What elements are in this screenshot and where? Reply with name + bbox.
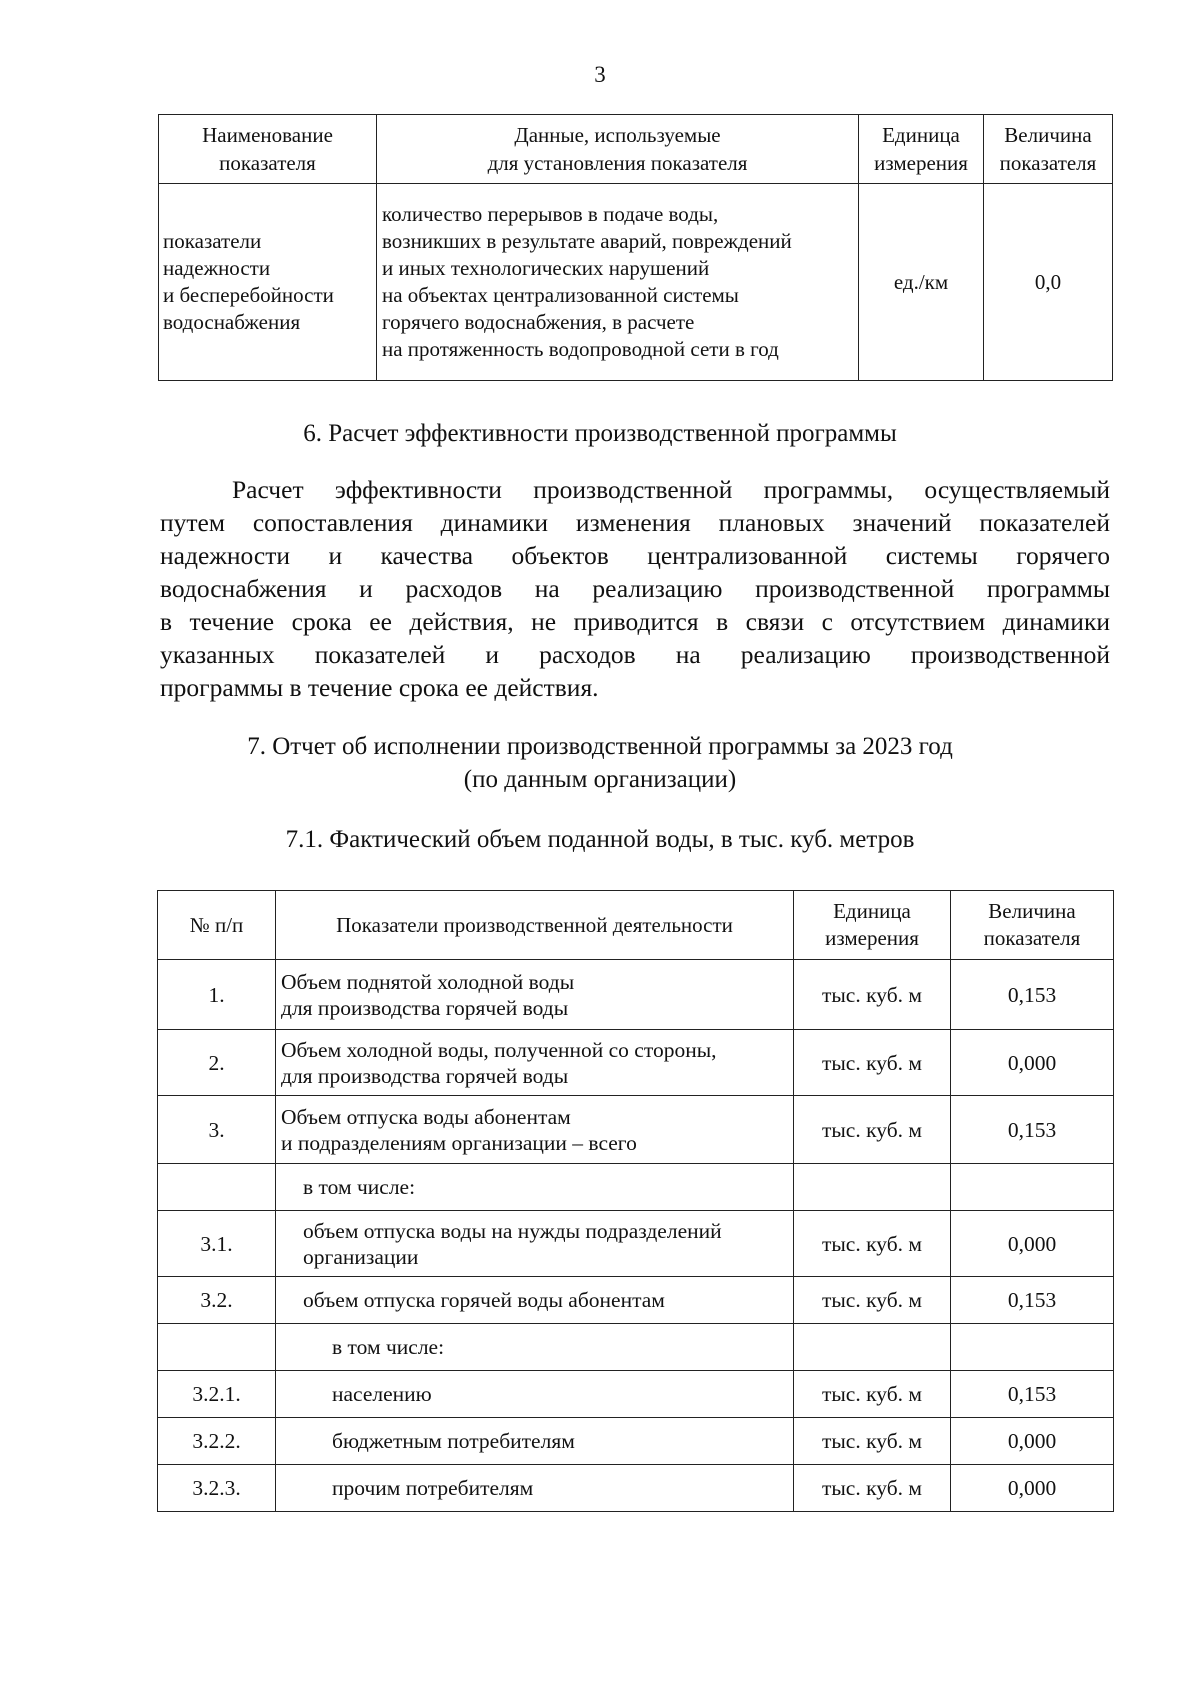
cell-text: 3.2.3.	[192, 1476, 241, 1500]
header-label: Величина показателя	[999, 123, 1097, 175]
section-6-paragraph	[160, 473, 1110, 704]
header-value	[984, 115, 1113, 184]
row-number-cell	[158, 1465, 276, 1512]
row-number-cell	[158, 1418, 276, 1465]
cell-text: населению	[332, 1382, 432, 1406]
cell-text: 2.	[208, 1050, 225, 1075]
cell-text: тыс. куб. м	[821, 1382, 923, 1406]
header-data-used	[377, 115, 859, 184]
header-label: Показатели производственной деятельности	[336, 912, 733, 937]
cell-text: тыс. куб. м	[821, 1050, 923, 1075]
paragraph-line: программы в течение срока ее действия.	[160, 673, 599, 702]
indicator-cell	[276, 1324, 794, 1371]
cell-text: тыс. куб. м	[821, 1476, 923, 1500]
cell-text: тыс. куб. м	[821, 1288, 923, 1312]
cell-text: Объем поднятой холодной воды для производства горячей воды	[281, 969, 575, 1020]
cell-text: прочим потребителям	[332, 1476, 534, 1500]
unit-cell	[794, 1371, 951, 1418]
table-row	[158, 1465, 1114, 1512]
header-label: Единица измерения	[825, 899, 919, 950]
value-cell	[951, 1371, 1114, 1418]
value-cell	[951, 1277, 1114, 1324]
header-indicator	[276, 891, 794, 960]
cell-text: объем отпуска горячей воды абонентам	[303, 1288, 665, 1312]
header-label: Наименование показателя	[202, 123, 333, 175]
section-7-1-title: 7.1. Фактический объем поданной воды, в тыс. куб. метров	[285, 826, 915, 853]
cell-text: тыс. куб. м	[821, 1231, 923, 1256]
indicator-cell	[276, 1371, 794, 1418]
water-volume-table	[157, 890, 1114, 1512]
indicator-data-cell	[377, 184, 859, 381]
paragraph-line: водоснабжения и расходов на реализацию производственной программы	[160, 574, 1110, 603]
unit-cell	[794, 960, 951, 1030]
row-number-cell	[158, 1371, 276, 1418]
table-row	[158, 1030, 1114, 1096]
header-label: № п/п	[189, 912, 244, 937]
section-7-title-line: 7. Отчет об исполнении производственной программы за 2023 год	[247, 733, 953, 760]
table-row	[159, 184, 1113, 381]
indicator-cell	[276, 1465, 794, 1512]
unit-cell: ед./км	[859, 184, 984, 381]
paragraph-line: путем сопоставления динамики изменения плановых значений показателей	[160, 508, 1110, 537]
cell-text: 3.2.1.	[192, 1382, 241, 1406]
table-row	[158, 1277, 1114, 1324]
cell-text: показатели надежности и бесперебойности водоснабжения	[163, 229, 334, 334]
paragraph-line: надежности и качества объектов централизованной системы горячего	[160, 541, 1110, 570]
paragraph-line: указанных показателей и расходов на реализацию производственной	[160, 640, 1110, 669]
section-7-title-line: (по данным организации)	[463, 766, 737, 793]
header-unit	[794, 891, 951, 960]
value-cell	[951, 1096, 1114, 1164]
row-number-cell	[158, 1324, 276, 1371]
value-cell	[951, 1418, 1114, 1465]
cell-text: 0,153	[1007, 1117, 1057, 1142]
cell-text: бюджетным потребителям	[332, 1429, 575, 1453]
cell-text: тыс. куб. м	[821, 1429, 923, 1453]
value-cell	[951, 1211, 1114, 1277]
unit-cell	[794, 1211, 951, 1277]
header-indicator-name	[159, 115, 377, 184]
cell-text: 0,000	[1007, 1050, 1057, 1075]
unit-cell	[794, 1465, 951, 1512]
header-label: Единица измерения	[874, 123, 968, 175]
value-cell: 0,0	[984, 184, 1113, 381]
indicator-cell	[276, 1418, 794, 1465]
table-row	[158, 1211, 1114, 1277]
cell-text: объем отпуска воды на нужды подразделений организации	[303, 1218, 722, 1269]
cell-text: 0,153	[1007, 982, 1057, 1007]
table-row	[158, 1324, 1114, 1371]
indicator-cell	[276, 960, 794, 1030]
unit-cell	[794, 1030, 951, 1096]
cell-text: 3.1.	[200, 1231, 233, 1256]
cell-text: количество перерывов в подаче воды, возникших в результате аварий, повреждений и иных технологических нарушений на объектах централизованной системы горячего водоснабжения, в расчете на протяженность водопроводной сети в год	[382, 202, 792, 361]
cell-text: в том числе:	[332, 1335, 445, 1359]
indicator-cell	[276, 1164, 794, 1211]
row-number-cell	[158, 1164, 276, 1211]
cell-text: 0,000	[1007, 1429, 1057, 1453]
indicator-cell	[276, 1211, 794, 1277]
row-number-cell	[158, 1030, 276, 1096]
paragraph-line: в течение срока ее действия, не приводится в связи с отсутствием динамики	[160, 607, 1110, 636]
unit-cell	[794, 1418, 951, 1465]
unit-cell	[794, 1164, 951, 1211]
header-unit	[859, 115, 984, 184]
reliability-indicator-table	[158, 114, 1113, 381]
section-7-title	[0, 730, 1200, 796]
row-number-cell	[158, 960, 276, 1030]
section-6-title: 6. Расчет эффективности производственной программы	[303, 420, 897, 447]
table-row	[158, 1418, 1114, 1465]
cell-text: 0,000	[1007, 1476, 1057, 1500]
cell-text: 0,153	[1007, 1288, 1057, 1312]
value-cell	[951, 1465, 1114, 1512]
table-row	[158, 1096, 1114, 1164]
cell-text: в том числе:	[303, 1175, 416, 1199]
unit-cell	[794, 1324, 951, 1371]
indicator-cell	[276, 1096, 794, 1164]
table-header-row	[159, 115, 1113, 184]
indicator-cell	[276, 1030, 794, 1096]
cell-text: 0,000	[1007, 1231, 1057, 1256]
cell-text: Объем отпуска воды абонентам и подразделениям организации – всего	[281, 1104, 637, 1155]
row-number-cell	[158, 1211, 276, 1277]
cell-text: 0,153	[1007, 1382, 1057, 1406]
header-value	[951, 891, 1114, 960]
unit-cell	[794, 1277, 951, 1324]
cell-text: тыс. куб. м	[821, 1117, 923, 1142]
row-number-cell	[158, 1096, 276, 1164]
value-cell	[951, 1030, 1114, 1096]
cell-text: 3.2.2.	[192, 1429, 241, 1453]
row-number-cell	[158, 1277, 276, 1324]
indicator-cell	[276, 1277, 794, 1324]
header-label: Величина показателя	[983, 899, 1081, 950]
header-label: Данные, используемые для установления показателя	[487, 123, 748, 175]
unit-cell	[794, 1096, 951, 1164]
value-cell	[951, 1164, 1114, 1211]
indicator-name-cell	[159, 184, 377, 381]
cell-text: тыс. куб. м	[821, 982, 923, 1007]
page-number: 3	[594, 62, 606, 87]
paragraph-line: Расчет эффективности производственной программы, осуществляемый	[232, 475, 1110, 504]
table-row	[158, 1164, 1114, 1211]
table-header-row	[158, 891, 1114, 960]
cell-text: 3.2.	[200, 1288, 233, 1312]
value-cell	[951, 960, 1114, 1030]
cell-text: Объем холодной воды, полученной со стороны, для производства горячей воды	[281, 1037, 717, 1088]
cell-text: 3.	[208, 1117, 225, 1142]
table-row	[158, 960, 1114, 1030]
header-number	[158, 891, 276, 960]
cell-text: 1.	[208, 982, 225, 1007]
value-cell	[951, 1324, 1114, 1371]
table-row	[158, 1371, 1114, 1418]
